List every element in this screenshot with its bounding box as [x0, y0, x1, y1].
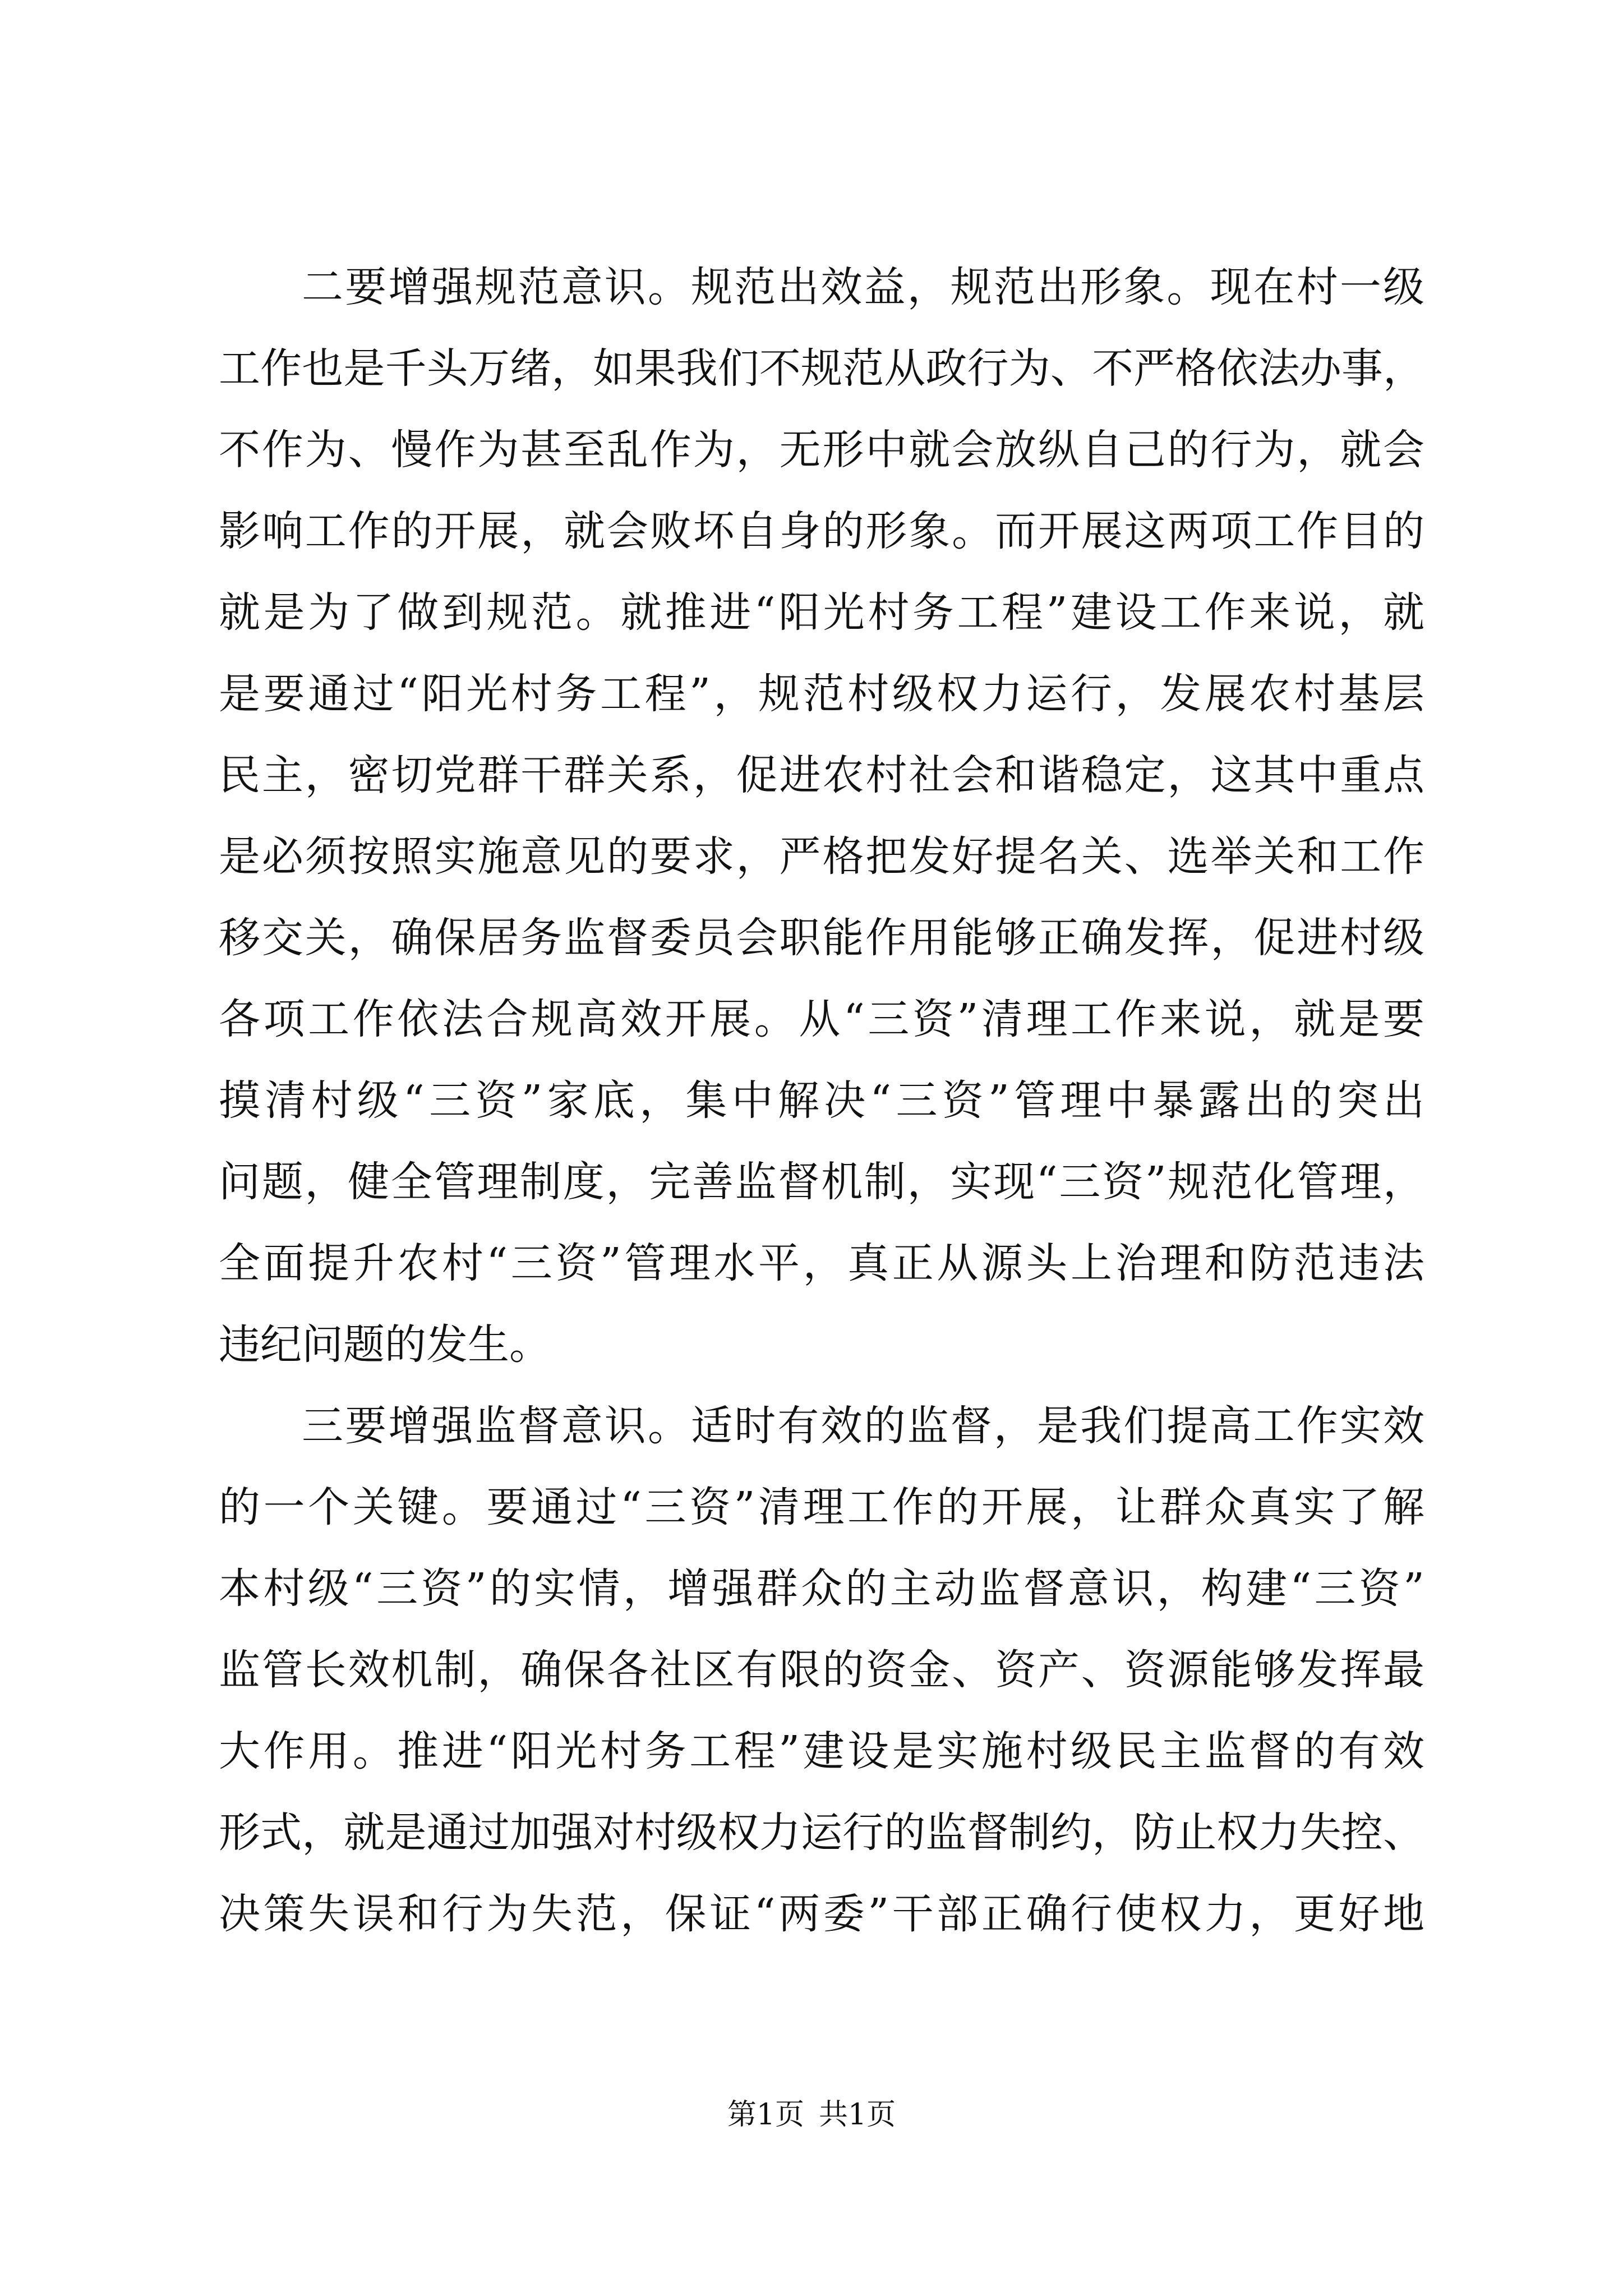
paragraph-line: 民主，密切党群干群关系，促进农村社会和谐稳定，这其中重点 — [219, 751, 1424, 799]
paragraph-line: 的一个关键。要通过“三资”清理工作的开展，让群众真实了解 — [219, 1483, 1424, 1531]
page-footer — [0, 2095, 1623, 2134]
paragraph-line: 问题，健全管理制度，完善监督机制，实现“三资”规范化管理， — [219, 1158, 1424, 1206]
paragraph-line: 形式，就是通过加强对村级权力运行的监督制约，防止权力失控、 — [219, 1809, 1424, 1857]
paragraph-1 — [219, 247, 1424, 1386]
paragraph-line: 是必须按照实施意见的要求，严格把发好提名关、选举关和工作 — [219, 832, 1424, 881]
document-body — [219, 247, 1424, 1955]
paragraph-line: 不作为、慢作为甚至乱作为，无形中就会放纵自己的行为，就会 — [219, 426, 1424, 474]
paragraph-line: 影响工作的开展，就会败坏自身的形象。而开展这两项工作目的 — [219, 507, 1424, 555]
page-label-suffix: 页 — [774, 2098, 804, 2132]
total-suffix: 页 — [866, 2098, 896, 2132]
paragraph-2 — [219, 1386, 1424, 1955]
paragraph-line: 摸清村级“三资”家底，集中解决“三资”管理中暴露出的突出 — [219, 1076, 1424, 1125]
paragraph-line: 监管长效机制，确保各社区有限的资金、资产、资源能够发挥最 — [219, 1646, 1424, 1694]
paragraph-line: 移交关，确保居务监督委员会职能作用能够正确发挥，促进村级 — [219, 914, 1424, 962]
paragraph-line: 二要增强规范意识。规范出效益，规范出形象。现在村一级 — [302, 263, 1424, 311]
total-prefix: 共 — [819, 2098, 849, 2132]
paragraph-line: 违纪问题的发生。 — [219, 1320, 551, 1369]
paragraph-line: 就是为了做到规范。就推进“阳光村务工程”建设工作来说，就 — [219, 588, 1424, 637]
paragraph-line: 各项工作依法合规高效开展。从“三资”清理工作来说，就是要 — [219, 995, 1424, 1043]
total-pages: 1 — [848, 2098, 867, 2132]
paragraph-line: 全面提升农村“三资”管理水平，真正从源头上治理和防范违法 — [219, 1239, 1424, 1287]
paragraph-line: 大作用。推进“阳光村务工程”建设是实施村级民主监督的有效 — [219, 1727, 1424, 1775]
paragraph-line: 本村级“三资”的实情，增强群众的主动监督意识，构建“三资” — [219, 1565, 1424, 1613]
paragraph-line: 三要增强监督意识。适时有效的监督，是我们提高工作实效 — [302, 1402, 1424, 1450]
paragraph-line: 是要通过“阳光村务工程”，规范村级权力运行，发展农村基层 — [219, 670, 1424, 718]
page-number: 1 — [756, 2098, 775, 2132]
paragraph-line: 工作也是千头万绪，如果我们不规范从政行为、不严格依法办事， — [219, 344, 1424, 393]
page-label-prefix: 第 — [727, 2098, 757, 2132]
paragraph-line: 决策失误和行为失范，保证“两委”干部正确行使权力，更好地 — [219, 1890, 1424, 1938]
